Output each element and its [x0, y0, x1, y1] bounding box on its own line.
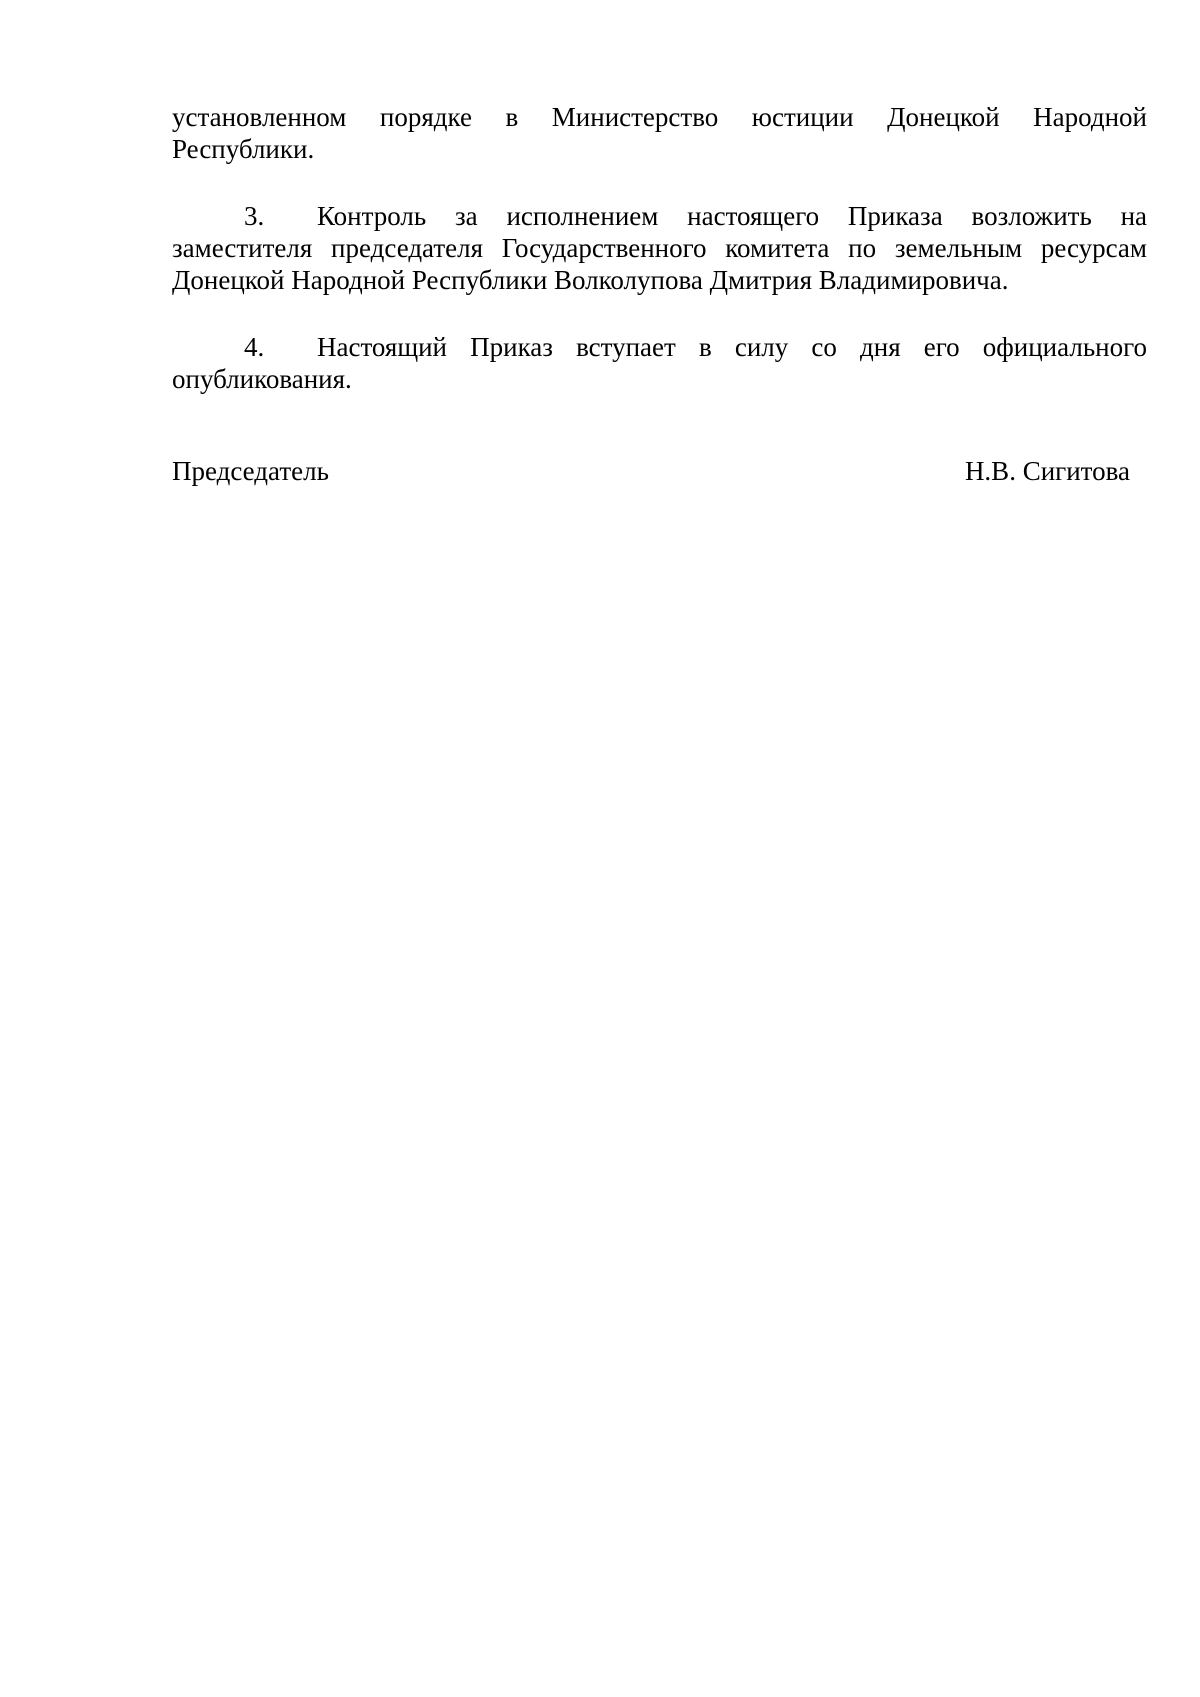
item-first-line	[172, 331, 1147, 363]
signatory-name: Н.В. Сигитова	[964, 456, 1130, 486]
paragraph-line: заместителя председателя Государственного комитета по земельным ресурсам	[172, 233, 1147, 263]
continued-paragraph	[172, 101, 1147, 165]
item-first-line	[172, 200, 1147, 232]
paragraph-line: Контроль за исполнением настоящего Приказа возложить на	[317, 201, 1147, 231]
paragraph-line: Настоящий Приказ вступает в силу со дня его официального	[317, 332, 1147, 362]
paragraph-line: установленном порядке в Министерство юстиции Донецкой Народной	[172, 102, 1147, 132]
item-number: 4.	[244, 332, 265, 362]
signatory-position: Председатель	[172, 456, 329, 486]
item-3-paragraph	[172, 200, 1147, 296]
paragraph-line: опубликования.	[172, 364, 352, 394]
signature-block	[172, 455, 1130, 487]
paragraph-line: Донецкой Народной Республики Волколупова Дмитрия Владимировича.	[172, 265, 1009, 295]
paragraph-line: Республики.	[172, 134, 315, 164]
item-4-paragraph	[172, 331, 1147, 395]
item-number: 3.	[244, 201, 265, 231]
